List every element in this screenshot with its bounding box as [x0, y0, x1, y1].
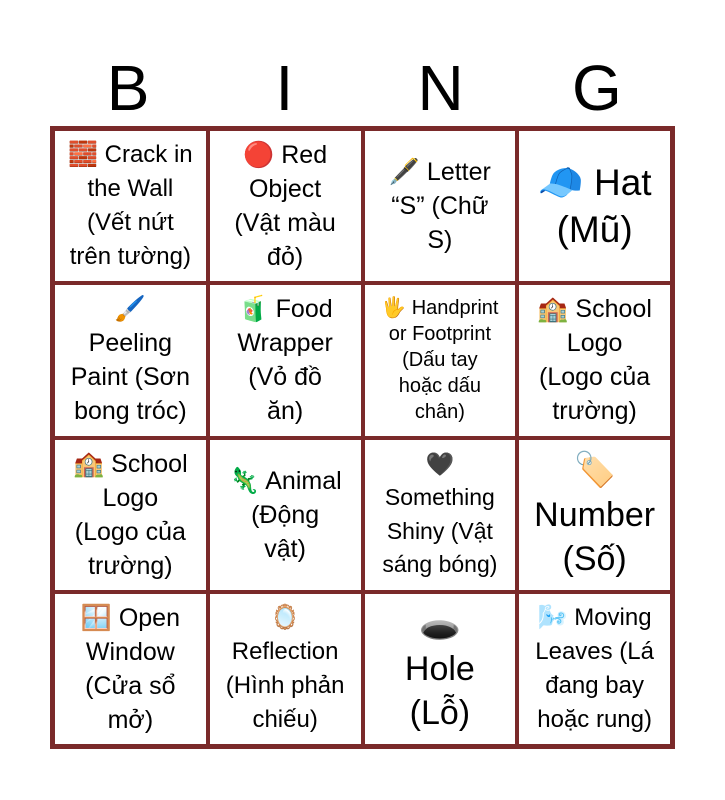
cell-label: 🧱 Crack in the Wall (Vết nứt trên tường)	[68, 140, 193, 271]
cell-label: 🔴 Red Object (Vật màu đỏ)	[234, 141, 336, 272]
bingo-cell-open-window[interactable]	[53, 592, 208, 746]
header-letter-i: I	[275, 52, 294, 124]
cell-label: 🖌️ Peeling Paint (Sơn bong tróc)	[70, 295, 190, 426]
bingo-cell-crack-in-wall[interactable]	[53, 129, 208, 283]
bingo-cell-school-logo[interactable]	[517, 283, 672, 437]
bingo-cell-red-object[interactable]	[208, 129, 363, 283]
cell-label: 🌬️ Moving Leaves (Lá đang bay hoặc rung)	[535, 603, 654, 733]
bingo-cell-animal[interactable]	[208, 438, 363, 592]
bingo-cell-peeling-paint[interactable]	[53, 283, 208, 437]
header-letter-g: G	[571, 52, 622, 124]
bingo-cell-handprint-footprint[interactable]	[363, 283, 518, 437]
cell-label: 🧃 Food Wrapper (Vỏ đồ ăn)	[237, 295, 333, 426]
cell-label: 🪟 Open Window (Cửa sổ mở)	[80, 603, 180, 734]
cell-label: 🖤 Something Shiny (Vật sáng bóng)	[382, 450, 498, 577]
bingo-cell-moving-leaves[interactable]	[517, 592, 672, 746]
cell-label: 🖐️ Handprint or Footprint (Dấu tay hoặc dấu chân)	[381, 297, 499, 424]
cell-label: 🖋️ Letter “S” (Chữ S)	[388, 158, 491, 255]
cell-label: 🪞 Reflection (Hình phản chiếu)	[225, 603, 345, 733]
cell-label: 🧢 Hat (Mũ)	[537, 161, 652, 251]
cell-label: 🕳️ Hole (Lỗ)	[404, 605, 475, 732]
bingo-cell-something-shiny[interactable]	[363, 438, 518, 592]
bingo-cell-hole[interactable]	[363, 592, 518, 746]
cell-label: 🏷️ Number (Số)	[534, 451, 656, 578]
header-letter-b: B	[106, 52, 150, 124]
bingo-cell-reflection[interactable]	[208, 592, 363, 746]
bingo-cell-hat[interactable]	[517, 129, 672, 283]
cell-label: 🦎 Animal (Động vật)	[228, 466, 342, 563]
cell-label: 🏫 School Logo (Logo của trường)	[73, 449, 188, 580]
bingo-cell-food-wrapper[interactable]	[208, 283, 363, 437]
bingo-board	[50, 126, 675, 749]
bingo-cell-school-logo-2[interactable]	[53, 438, 208, 592]
cell-label: 🏫 School Logo (Logo của trường)	[537, 295, 652, 426]
header-letter-n: N	[417, 52, 464, 124]
bingo-header	[50, 52, 675, 124]
bingo-cell-letter-s[interactable]	[363, 129, 518, 283]
bingo-cell-number[interactable]	[517, 438, 672, 592]
